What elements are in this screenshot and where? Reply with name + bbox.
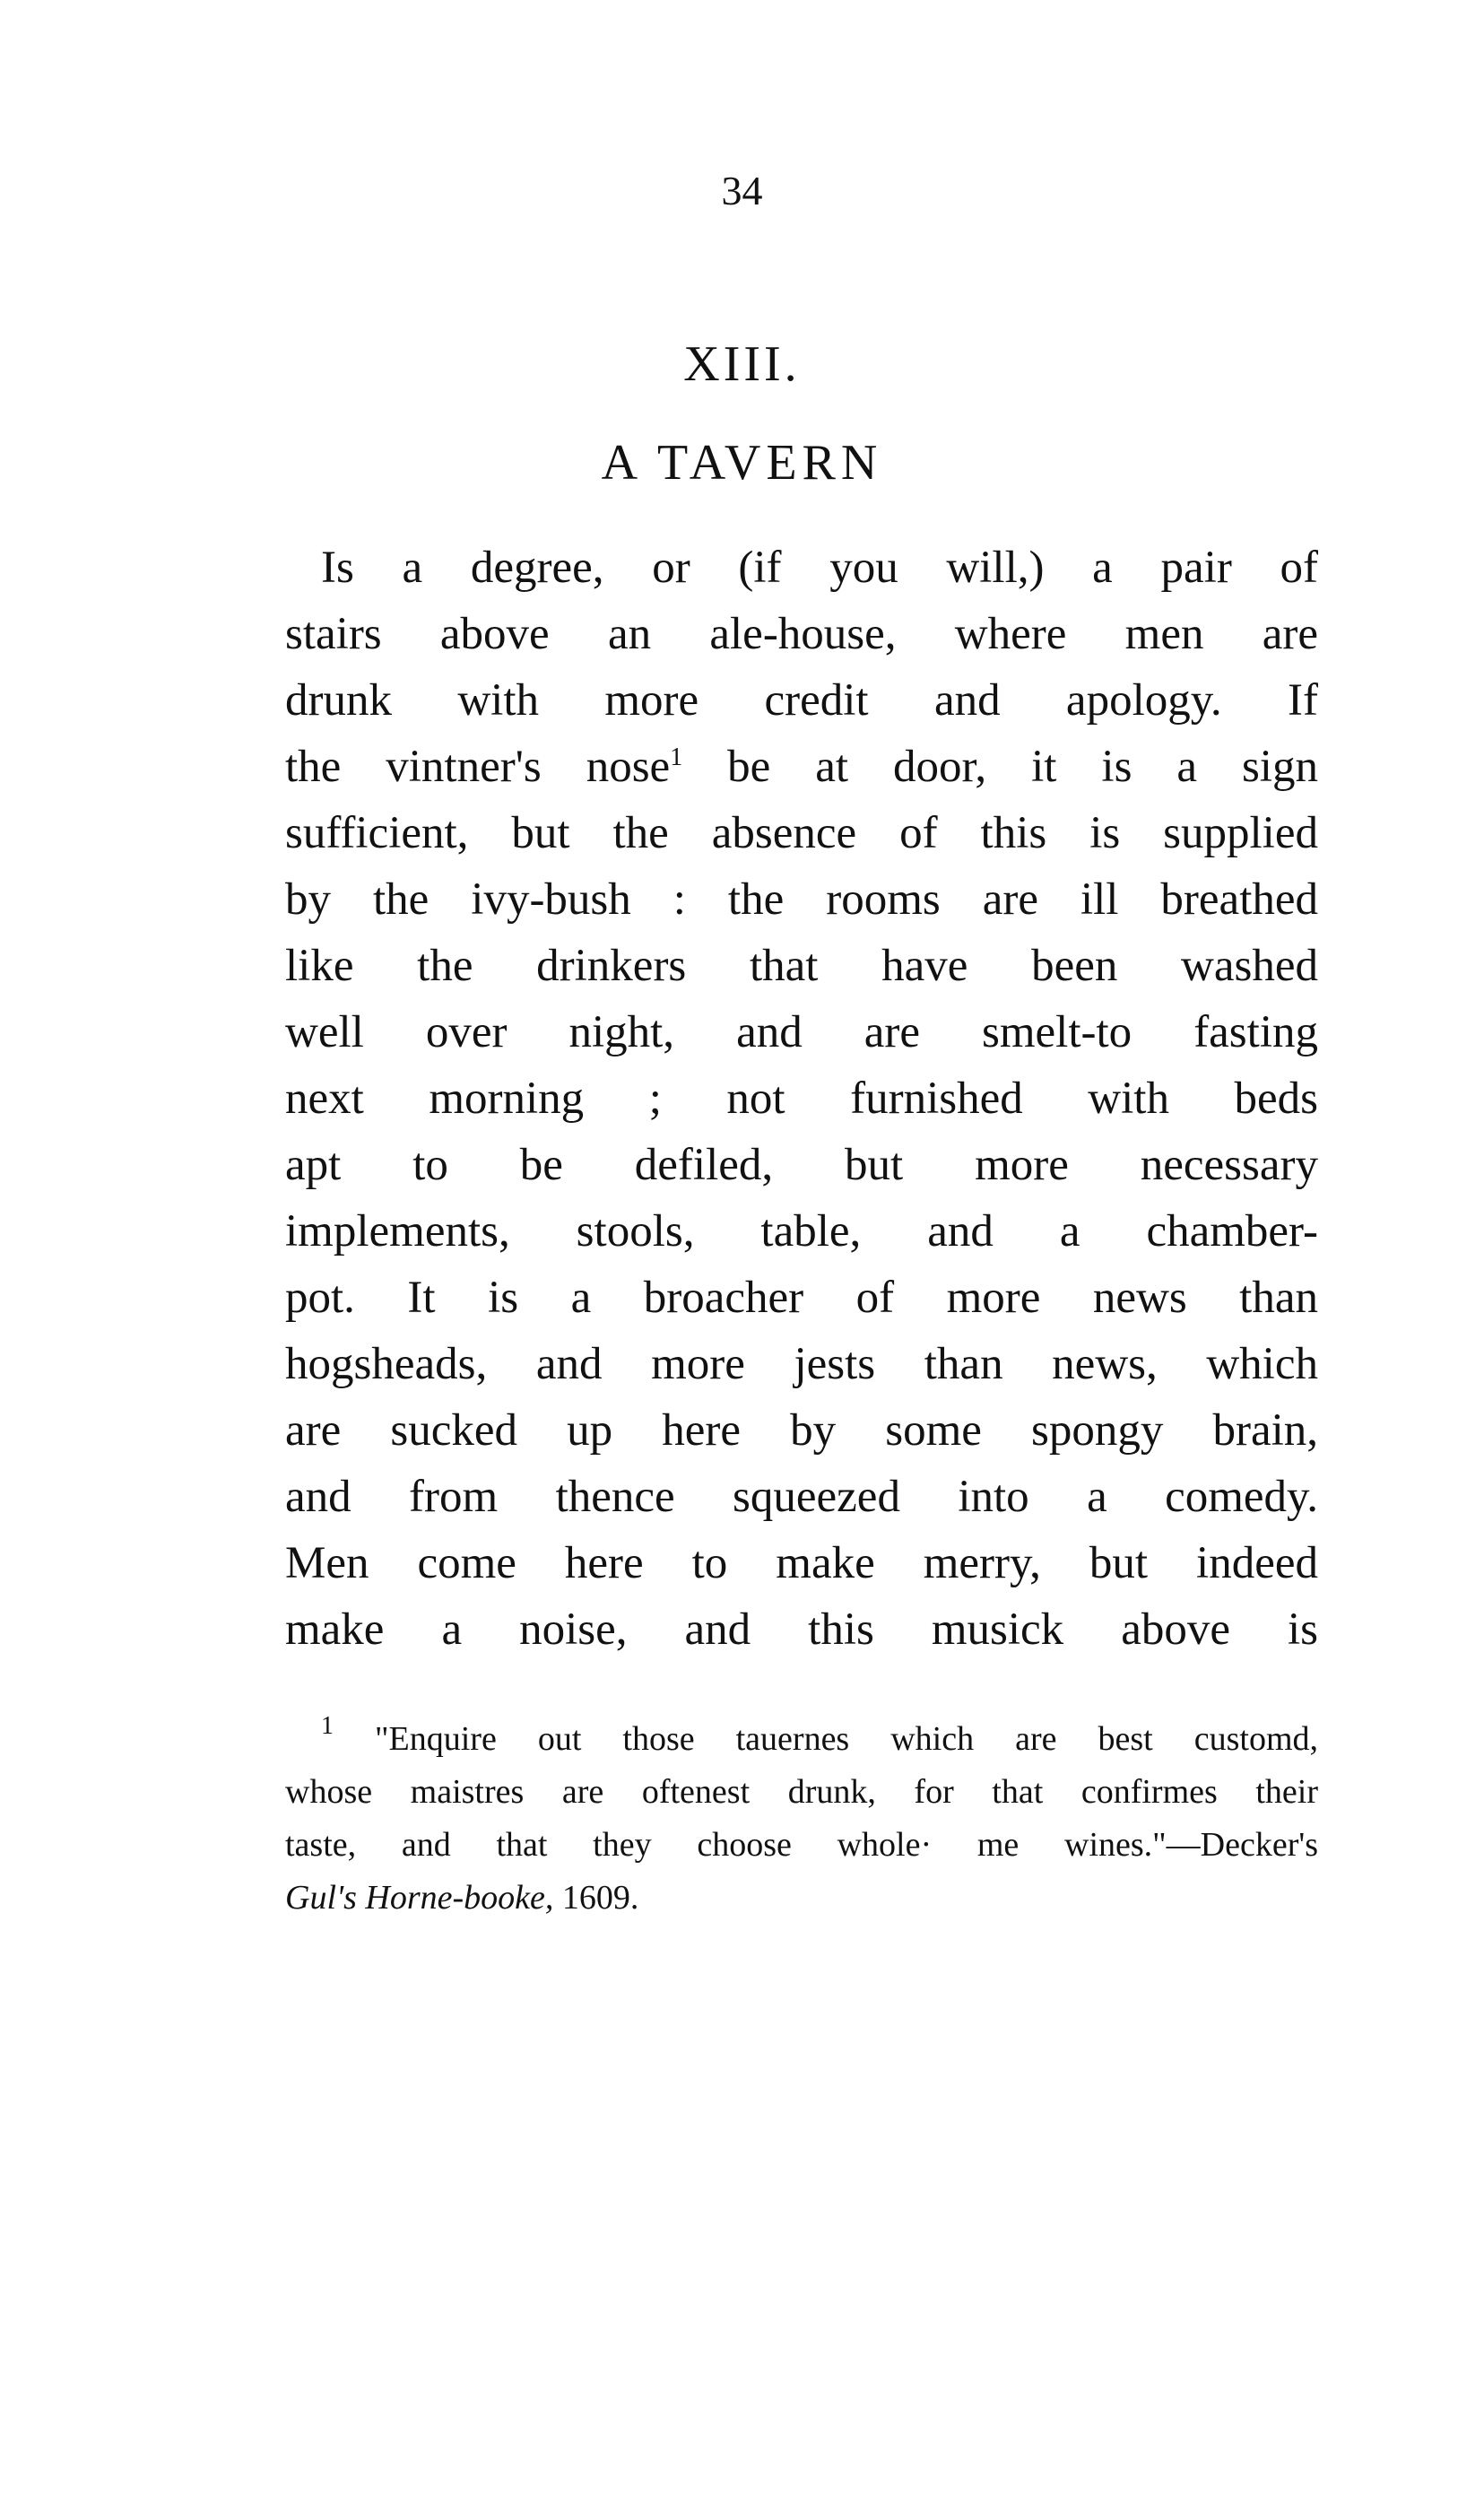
body-line: next morning ; not furnished with beds — [285, 1074, 1318, 1124]
page-number: 34 — [721, 168, 763, 213]
body-line: make a noise, and this musick above is — [285, 1604, 1318, 1655]
body-line: stairs above an ale-house, where men are — [285, 609, 1318, 659]
body-line: well over night, and are smelt-to fasting — [285, 1007, 1318, 1057]
body-line: apt to be defiled, but more necessary — [285, 1140, 1318, 1190]
body-text — [285, 535, 1318, 1663]
body-line: hogsheads, and more jests than news, which — [285, 1339, 1318, 1389]
footnote-text: "Enquire out those tauernes which are best customd, — [375, 1720, 1319, 1758]
footnote-line — [285, 1872, 1318, 1925]
footnote-line — [285, 1713, 1318, 1766]
body-line: sufficient, but the absence of this is supplied — [285, 808, 1318, 858]
body-line: and from thence squeezed into a comedy. — [285, 1472, 1318, 1522]
footnote-line: taste, and that they choose whole· me wines."—Decker's — [285, 1826, 1318, 1864]
body-line: like the drinkers that have been washed — [285, 941, 1318, 991]
body-line: Is a degree, or (if you will,) a pair of — [321, 543, 1318, 593]
body-line: are sucked up here by some spongy brain, — [285, 1405, 1318, 1456]
body-line-with-footnote — [285, 734, 1318, 800]
footnote-reference: 1 — [670, 743, 683, 771]
body-line: implements, stools, table, and a chamber- — [285, 1206, 1318, 1256]
body-line: drunk with more credit and apology. If — [285, 675, 1318, 726]
footnote-citation-year: 1609. — [553, 1879, 639, 1917]
chapter-title: A TAVERN — [601, 435, 883, 491]
footnote-citation-title: Gul's Horne-booke, — [285, 1879, 554, 1917]
footnote — [285, 1713, 1318, 1925]
body-line: pot. It is a broacher of more news than — [285, 1273, 1318, 1323]
body-line: Men come here to make merry, but indeed — [285, 1538, 1318, 1588]
chapter-number: XIII. — [683, 336, 801, 392]
footnote-line: whose maistres are oftenest drunk, for that confirmes their — [285, 1773, 1318, 1811]
body-line: by the ivy-bush : the rooms are ill breathed — [285, 874, 1318, 925]
body-line-part: be at door, it is a sign — [727, 742, 1318, 792]
footnote-marker: 1 — [321, 1712, 334, 1740]
body-line-part: the vintner's nose — [285, 742, 671, 792]
